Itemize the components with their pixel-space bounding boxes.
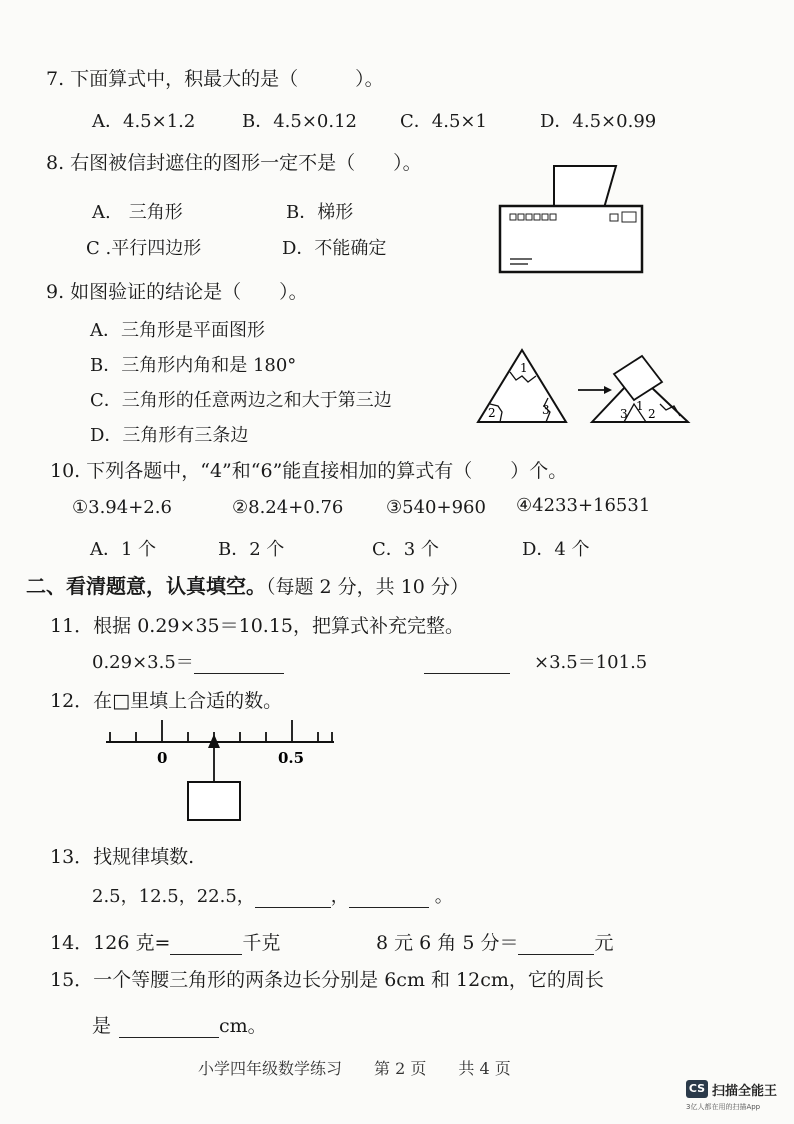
q7-option-a: A．4.5×1.2 xyxy=(92,111,196,132)
q15-row xyxy=(92,1011,267,1038)
tick-label-05: 0.5 xyxy=(278,749,305,767)
q9-option-a: A．三角形是平面图形 xyxy=(90,320,265,341)
scanner-watermark xyxy=(686,1080,786,1116)
watermark-name: 扫描全能王 xyxy=(712,1084,778,1099)
q12-stem: 12．在□里填上合适的数。 xyxy=(50,690,283,712)
q11-left-row xyxy=(92,648,284,674)
q8-stem: 8. 右图被信封遮住的图形一定不是（ ）。 xyxy=(46,152,422,174)
q13-row xyxy=(92,882,453,908)
q10-option-d: D．4 个 xyxy=(522,539,590,560)
q10-option-b: B．2 个 xyxy=(218,539,285,560)
q14-part1-b: 千克 xyxy=(242,932,281,954)
section-2-title: 二、看清题意，认真填空。 xyxy=(26,574,266,598)
q7-option-b: B．4.5×0.12 xyxy=(242,111,358,132)
q7-option-d: D．4.5×0.99 xyxy=(540,111,657,132)
q9-stem: 9. 如图验证的结论是（ ）。 xyxy=(46,281,308,303)
q15-stem: 15．一个等腰三角形的两条边长分别是 6cm 和 12cm，它的周长 xyxy=(50,969,604,991)
q8-option-a: A. 三角形 xyxy=(92,202,183,223)
q11-stem: 11．根据 0.29×35＝10.15，把算式补充完整。 xyxy=(50,615,465,637)
cs-logo-icon: CS xyxy=(686,1080,708,1098)
fig-label-right-3: 3 xyxy=(620,407,628,421)
q11-right-expr: ×3.5＝101.5 xyxy=(534,652,648,673)
q14-part2 xyxy=(376,928,613,955)
tick-label-0: 0 xyxy=(157,749,168,767)
q8-option-b: B．梯形 xyxy=(286,202,354,223)
q9-option-b: B．三角形内角和是 180° xyxy=(90,355,297,376)
q10-expr-3: ③540+960 xyxy=(386,497,486,518)
q15-blank[interactable] xyxy=(119,1019,219,1038)
q13-sequence: 2.5，12.5，22.5， xyxy=(92,886,255,907)
envelope-figure xyxy=(498,162,658,277)
fig-label-left-3: 3 xyxy=(542,403,550,417)
q11-right-row xyxy=(424,648,647,674)
q14-blank-2[interactable] xyxy=(518,936,594,955)
q13-sep: ， xyxy=(330,886,349,907)
triangle-angle-figure xyxy=(474,346,694,426)
q11-blank-2[interactable] xyxy=(424,655,510,674)
q13-blank-1[interactable] xyxy=(255,889,331,908)
q10-option-c: C．3 个 xyxy=(372,539,439,560)
q9-option-d: D．三角形有三条边 xyxy=(90,425,249,446)
number-line-figure xyxy=(100,714,340,824)
arrow-head-icon xyxy=(604,386,612,394)
q10-expr-2: ②8.24+0.76 xyxy=(232,497,344,518)
q14-part2-a: 8 元 6 角 5 分＝ xyxy=(376,932,519,954)
fig-label-right-2: 2 xyxy=(648,407,656,421)
fig-label-right-1: 1 xyxy=(636,399,644,413)
section-2-heading xyxy=(26,570,469,599)
q11-left-expr: 0.29×3.5＝ xyxy=(92,652,194,673)
q15-cont-b: cm。 xyxy=(219,1015,267,1037)
answer-box[interactable] xyxy=(188,782,240,820)
q11-blank-1[interactable] xyxy=(194,655,284,674)
q13-blank-2[interactable] xyxy=(349,889,429,908)
fig-label-left-1: 1 xyxy=(520,361,528,375)
q10-expr-4: ④4233+16531 xyxy=(516,495,651,516)
section-2-note: （每题 2 分，共 10 分） xyxy=(266,576,469,598)
q14-part2-b: 元 xyxy=(594,932,614,954)
q10-option-a: A．1 个 xyxy=(90,539,157,560)
watermark-subtitle: 3亿人都在用的扫描App xyxy=(686,1103,761,1111)
q10-expr-1: ①3.94+2.6 xyxy=(72,497,172,518)
q7-option-c: C．4.5×1 xyxy=(400,111,487,132)
q14-blank-1[interactable] xyxy=(170,936,242,955)
q7-stem: 7. 下面算式中，积最大的是（ ）。 xyxy=(46,68,384,90)
q8-option-c: C .平行四边形 xyxy=(86,238,202,259)
q15-cont-a: 是 xyxy=(92,1015,112,1037)
q13-stem: 13．找规律填数. xyxy=(50,846,195,868)
q14-part1 xyxy=(50,928,280,955)
page-footer: 小学四年级数学练习 第 2 页 共 4 页 xyxy=(198,1059,511,1078)
q9-option-c: C．三角形的任意两边之和大于第三边 xyxy=(90,390,392,411)
q8-option-d: D．不能确定 xyxy=(282,238,387,259)
q13-end: 。 xyxy=(434,886,453,907)
q10-stem: 10. 下列各题中，“4”和“6”能直接相加的算式有（ ）个。 xyxy=(50,460,568,482)
q14-part1-a: 14．126 克= xyxy=(50,932,171,954)
fig-label-left-2: 2 xyxy=(488,406,496,420)
